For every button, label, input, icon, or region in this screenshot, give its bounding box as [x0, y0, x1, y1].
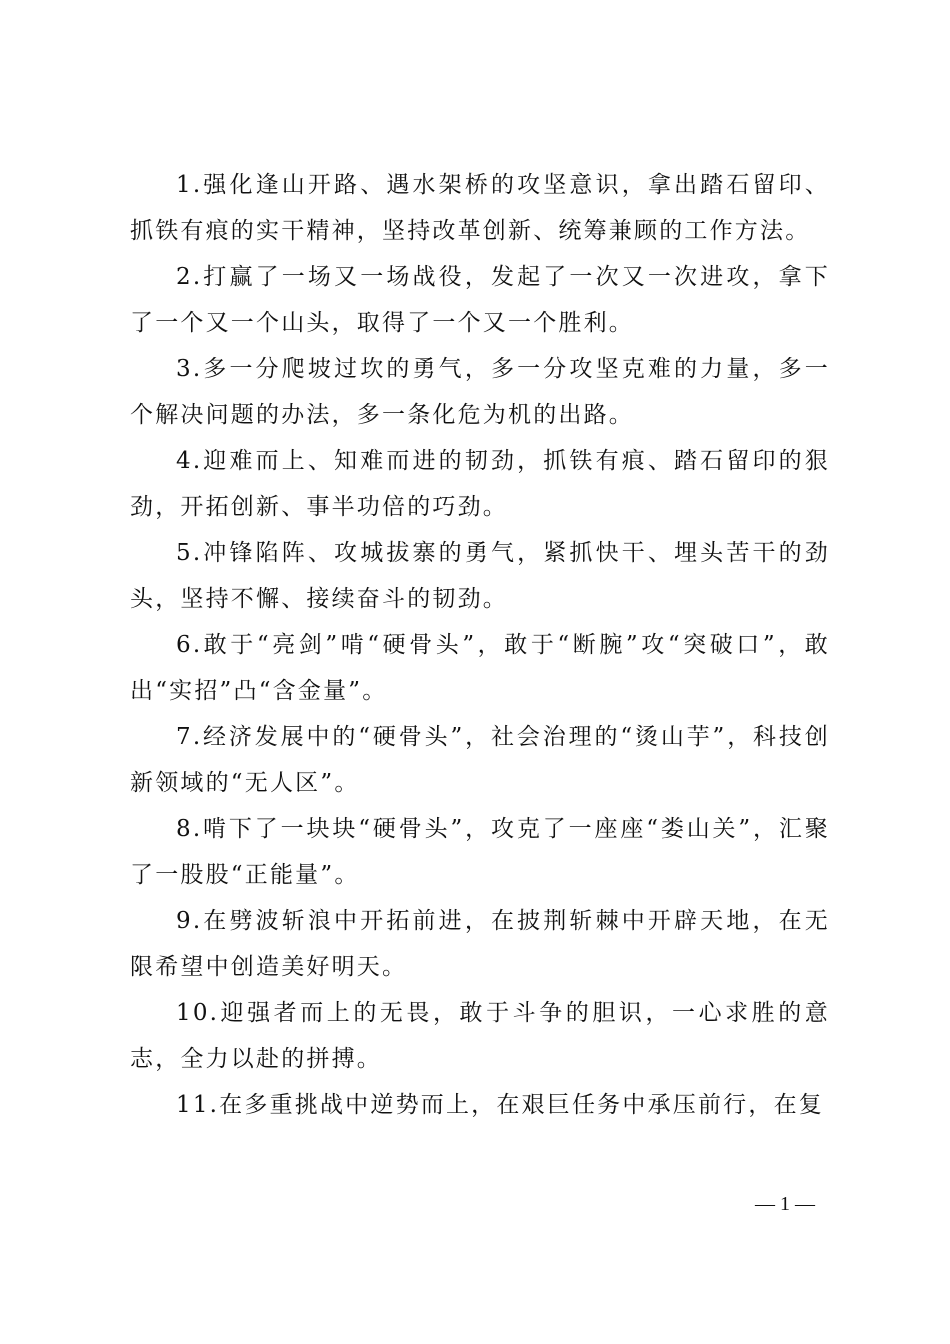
paragraph-10: 10.迎强者而上的无畏，敢于斗争的胆识，一心求胜的意志，全力以赴的拼搏。: [130, 1000, 830, 1072]
document-body: [130, 162, 830, 1128]
paragraph-2: 2.打赢了一场又一场战役，发起了一次又一次进攻，拿下了一个又一个山头，取得了一个又一个胜利。: [130, 264, 830, 336]
paragraph-6: 6.敢于“亮剑”啃“硬骨头”，敢于“断腕”攻“突破口”，敢出“实招”凸“含金量”。: [130, 632, 830, 704]
paragraph-7: 7.经济发展中的“硬骨头”，社会治理的“烫山芋”，科技创新领域的“无人区”。: [130, 724, 830, 796]
paragraph-5: 5.冲锋陷阵、攻城拔寨的勇气，紧抓快干、埋头苦干的劲头，坚持不懈、接续奋斗的韧劲。: [130, 540, 830, 612]
paragraph-9: 9.在劈波斩浪中开拓前进，在披荆斩棘中开辟天地，在无限希望中创造美好明天。: [130, 908, 830, 980]
paragraph-3: 3.多一分爬坡过坎的勇气，多一分攻坚克难的力量，多一个解决问题的办法，多一条化危为机的出路。: [130, 356, 830, 428]
paragraph-11: 11.在多重挑战中逆势而上，在艰巨任务中承压前行，在复: [176, 1092, 824, 1118]
paragraph-8: 8.啃下了一块块“硬骨头”，攻克了一座座“娄山关”，汇聚了一股股“正能量”。: [130, 816, 830, 888]
paragraph-4: 4.迎难而上、知难而进的韧劲，抓铁有痕、踏石留印的狠劲，开拓创新、事半功倍的巧劲。: [130, 448, 830, 520]
page-number: — 1 —: [755, 1193, 815, 1215]
paragraph-1: 1.强化逢山开路、遇水架桥的攻坚意识，拿出踏石留印、抓铁有痕的实干精神，坚持改革创新、统筹兼顾的工作方法。: [130, 172, 830, 244]
